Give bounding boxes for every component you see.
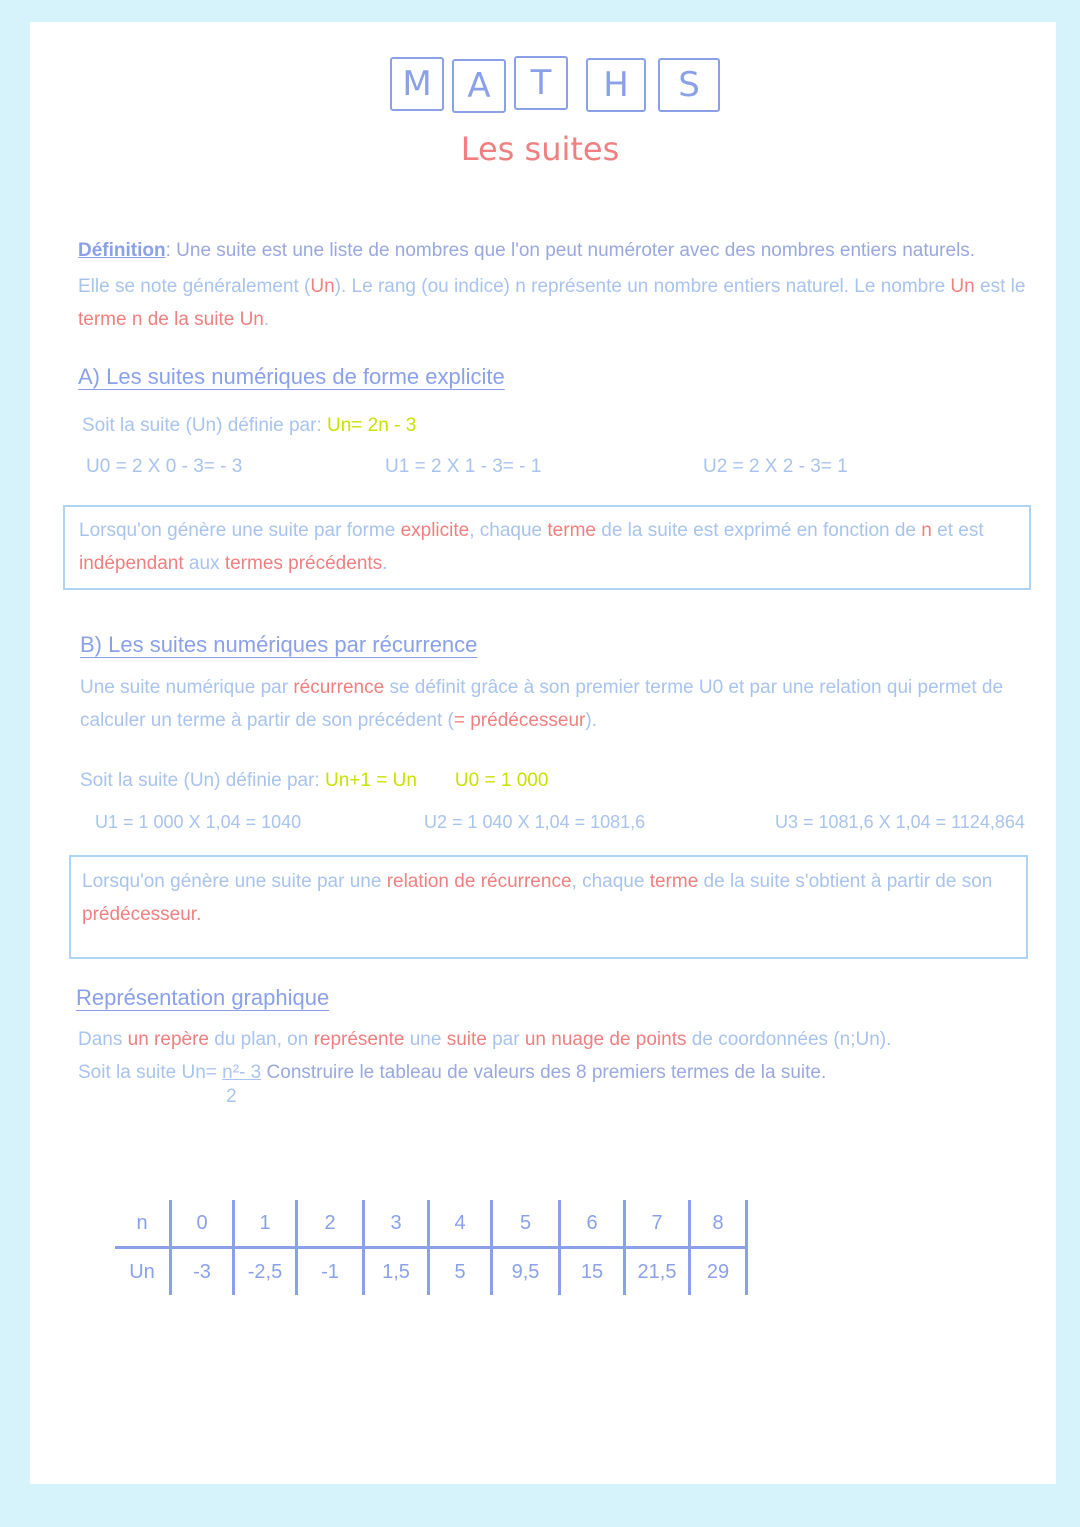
text-span: ). Le rang (ou indice) n représente un nombre entiers naturel. Le nombre bbox=[334, 276, 951, 297]
table-cell: 29 bbox=[690, 1248, 747, 1296]
text-span: suite bbox=[446, 1029, 487, 1050]
section-a-definition bbox=[82, 410, 416, 442]
text-span: par bbox=[486, 1029, 525, 1050]
table-cell: 5 bbox=[429, 1248, 492, 1296]
text-span: U0 = 1 000 bbox=[454, 770, 549, 791]
table-cell: -3 bbox=[171, 1248, 234, 1296]
text-span: termes précédents bbox=[224, 553, 383, 574]
text-span: Soit la suite (Un) définie par: bbox=[80, 770, 326, 791]
text-span: Une suite numérique par bbox=[80, 677, 294, 698]
text-span: aux bbox=[183, 553, 225, 574]
table-cell: 1,5 bbox=[364, 1248, 429, 1296]
text-span: Un+1 = Un bbox=[325, 770, 417, 791]
table-cell: 8 bbox=[690, 1200, 747, 1248]
text-span: récurrence bbox=[293, 677, 385, 698]
graph-line-1 bbox=[78, 1024, 891, 1056]
table-cell: 5 bbox=[492, 1200, 560, 1248]
text-span: . bbox=[382, 553, 388, 574]
text-span: un repère bbox=[127, 1029, 209, 1050]
row-label-n: n bbox=[115, 1200, 171, 1248]
text-span: terme bbox=[547, 520, 596, 541]
section-b-line-1 bbox=[80, 672, 1003, 704]
text-span: de la suite est exprimé en fonction de bbox=[595, 520, 922, 541]
text-span: de coordonnées (n;Un). bbox=[686, 1029, 892, 1050]
text-span: représente bbox=[313, 1029, 405, 1050]
table-row bbox=[115, 1200, 747, 1248]
table-cell: 9,5 bbox=[492, 1248, 560, 1296]
text-span: un nuage de points bbox=[524, 1029, 687, 1050]
logo-letter: T bbox=[514, 56, 568, 110]
text-span: , chaque bbox=[469, 520, 548, 541]
text-span: du plan, on bbox=[208, 1029, 314, 1050]
table-cell: 6 bbox=[560, 1200, 625, 1248]
table-row bbox=[115, 1248, 747, 1296]
logo-letter: M bbox=[390, 57, 444, 111]
section-a-note-line-2 bbox=[79, 548, 387, 580]
text-span: Un bbox=[950, 276, 975, 297]
fraction-denominator: 2 bbox=[226, 1086, 237, 1107]
section-b-u3: U3 = 1081,6 X 1,04 = 1124,864 bbox=[775, 812, 1025, 832]
text-span: terme bbox=[649, 871, 699, 892]
definition-text: : Une suite est une liste de nombres que l'on peut numéroter avec des nombres entiers naturels. bbox=[165, 240, 976, 261]
section-b-line-2 bbox=[80, 705, 597, 737]
section-b-note-line-1 bbox=[82, 866, 992, 898]
table-cell: 3 bbox=[364, 1200, 429, 1248]
section-b-u2: U2 = 1 040 X 1,04 = 1081,6 bbox=[424, 812, 646, 832]
text-span: indépendant bbox=[79, 553, 184, 574]
table-cell: 4 bbox=[429, 1200, 492, 1248]
text-span: Un bbox=[310, 276, 335, 297]
section-b-heading: B) Les suites numériques par récurrence bbox=[80, 632, 478, 657]
text-span: se définit grâce à son premier terme U0 et par une relation qui permet de bbox=[384, 677, 1004, 698]
text-span: Construire le tableau de valeurs des 8 premiers termes de la suite. bbox=[261, 1062, 827, 1083]
section-b-definition bbox=[80, 765, 548, 797]
section-a-heading: A) Les suites numériques de forme explicite bbox=[78, 364, 505, 389]
text-span: et est bbox=[931, 520, 984, 541]
text-span: explicite bbox=[400, 520, 470, 541]
table-cell: 15 bbox=[560, 1248, 625, 1296]
table-cell: 2 bbox=[297, 1200, 364, 1248]
table-cell: 7 bbox=[625, 1200, 690, 1248]
table-cell: 21,5 bbox=[625, 1248, 690, 1296]
text-span: = prédécesseur bbox=[453, 710, 586, 731]
text-span: Lorsqu'on génère une suite par une bbox=[82, 871, 387, 892]
text-span: n bbox=[921, 520, 932, 541]
section-a-u1: U1 = 2 X 1 - 3= - 1 bbox=[385, 456, 542, 477]
text-span: Soit la suite Un= bbox=[78, 1062, 223, 1083]
table-cell: -1 bbox=[297, 1248, 364, 1296]
logo-letter: A bbox=[452, 59, 506, 113]
text-span: de la suite s'obtient à partir de son bbox=[698, 871, 993, 892]
table-cell: 1 bbox=[234, 1200, 297, 1248]
graph-heading: Représentation graphique bbox=[76, 985, 330, 1010]
graph-line-2 bbox=[78, 1057, 827, 1107]
page-title: Les suites bbox=[460, 130, 620, 168]
text-span: . bbox=[263, 309, 270, 330]
table-cell: 0 bbox=[171, 1200, 234, 1248]
definition-label: Définition bbox=[78, 240, 166, 261]
text-span: Elle se note généralement ( bbox=[78, 276, 311, 297]
definition-line-1 bbox=[78, 235, 975, 267]
text-span: Dans bbox=[78, 1029, 128, 1050]
text-span: terme n de la bbox=[78, 309, 195, 330]
text-span: une bbox=[404, 1029, 447, 1050]
section-a-note-line-1 bbox=[79, 515, 984, 547]
logo-letter: S bbox=[658, 58, 720, 112]
logo-letter: H bbox=[586, 58, 646, 112]
fraction-numerator: n²- 3 bbox=[222, 1062, 262, 1083]
text-span: relation de récurrence bbox=[386, 871, 572, 892]
definition-line-2 bbox=[78, 271, 1025, 303]
text-span: ). bbox=[585, 710, 597, 731]
text-span: calculer un terme à partir de son précédent ( bbox=[80, 710, 454, 731]
row-label-un: Un bbox=[129, 1260, 155, 1283]
table-cell: -2,5 bbox=[234, 1248, 297, 1296]
text-span: , chaque bbox=[571, 871, 650, 892]
definition-line-3 bbox=[78, 304, 269, 336]
text-span: Soit la suite (Un) définie par: bbox=[82, 415, 328, 436]
section-b-u1: U1 = 1 000 X 1,04 = 1040 bbox=[95, 812, 302, 832]
text-span: Un= 2n - 3 bbox=[327, 415, 417, 436]
section-b-note-line-2: prédécesseur. bbox=[82, 904, 202, 925]
text-span: est le bbox=[974, 276, 1026, 297]
text-span: Lorsqu'on génère une suite par forme bbox=[79, 520, 401, 541]
text-span: suite Un bbox=[194, 309, 264, 330]
section-a-u0: U0 = 2 X 0 - 3= - 3 bbox=[86, 456, 243, 477]
section-a-u2: U2 = 2 X 2 - 3= 1 bbox=[703, 456, 848, 477]
values-table bbox=[115, 1200, 748, 1295]
